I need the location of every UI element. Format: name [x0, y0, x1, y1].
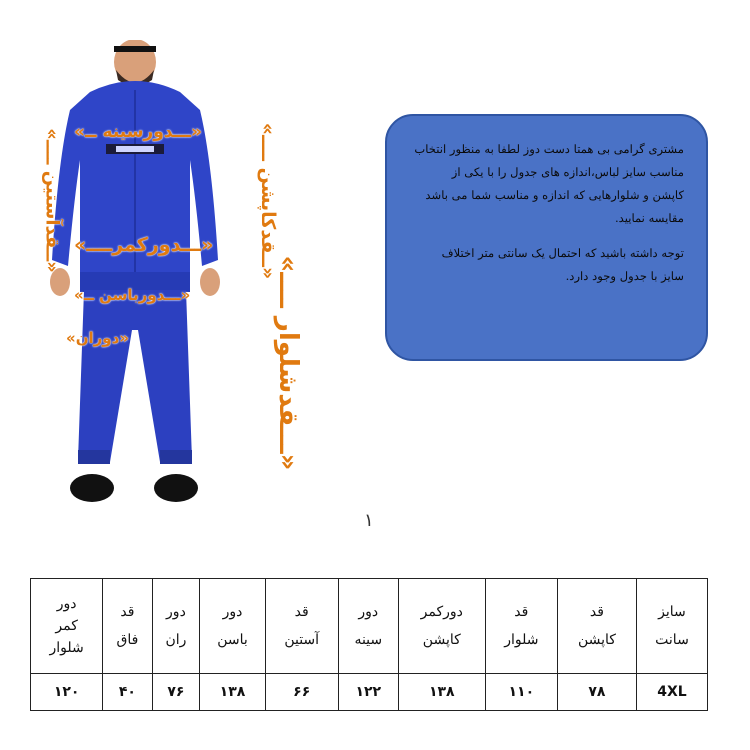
note-line: کاپشن و شلوارهایی که اندازه و مناسب شما می باشد — [425, 188, 684, 202]
size-note-box — [385, 114, 708, 361]
cell-size: 4XL — [636, 674, 707, 711]
cell-jacket-waist: ۱۳۸ — [398, 674, 485, 711]
header-pants-waist: دور کمر شلوار — [31, 579, 103, 674]
note-paragraph-2 — [409, 242, 684, 288]
note-line: توجه داشته باشید که احتمال یک سانتی متر اختلاف — [441, 246, 684, 260]
header-pants-length: قد شلوار — [485, 579, 557, 674]
cell-hip: ۱۳۸ — [200, 674, 265, 711]
note-line: مقایسه نمایید. — [614, 211, 684, 225]
header-chest: دور سینه — [338, 579, 398, 674]
page-number: ١ — [364, 510, 374, 531]
pants-length-label: «ـــقدشلوار ــــ» — [273, 255, 303, 471]
cell-thigh: ۷۶ — [152, 674, 200, 711]
thigh-label: «دوران» — [66, 329, 129, 347]
jacket-length-label: «ــقدکاپشن ــــ» — [257, 122, 279, 280]
cell-chest: ۱۲۲ — [338, 674, 398, 711]
cell-jacket-length: ۷۸ — [557, 674, 636, 711]
header-rise: قد فاق — [103, 579, 152, 674]
cell-rise: ۴۰ — [103, 674, 152, 711]
hip-label: «ـــدورباسن ــ» — [74, 286, 191, 304]
table-row — [31, 674, 708, 711]
header-size: سایز سانت — [636, 579, 707, 674]
header-jacket-length: قد کاپشن — [557, 579, 636, 674]
note-paragraph-1 — [409, 138, 684, 230]
table-header-row — [31, 579, 708, 674]
waist-label: «ـــدورکمرــــ» — [74, 234, 214, 256]
sleeve-length-label: «ــقدآستین ــــ» — [41, 128, 63, 273]
cell-pants-length: ۱۱۰ — [485, 674, 557, 711]
note-line: مشتری گرامی بی همتا دست دوز لطفا به منظور انتخاب — [414, 142, 684, 156]
note-line: مناسب سایز لباس،اندازه های جدول را با یکی از — [451, 165, 684, 179]
header-jacket-waist: دورکمر کاپشن — [398, 579, 485, 674]
header-sleeve: قد آستین — [265, 579, 338, 674]
cell-pants-waist: ۱۲۰ — [31, 674, 103, 711]
chest-label: «ـــدورسینه ــ» — [74, 122, 203, 142]
header-hip: دور باسن — [200, 579, 265, 674]
header-thigh: دور ران — [152, 579, 200, 674]
cell-sleeve: ۶۶ — [265, 674, 338, 711]
size-table — [30, 578, 708, 711]
note-line: سایز با جدول وجود دارد. — [565, 269, 684, 283]
